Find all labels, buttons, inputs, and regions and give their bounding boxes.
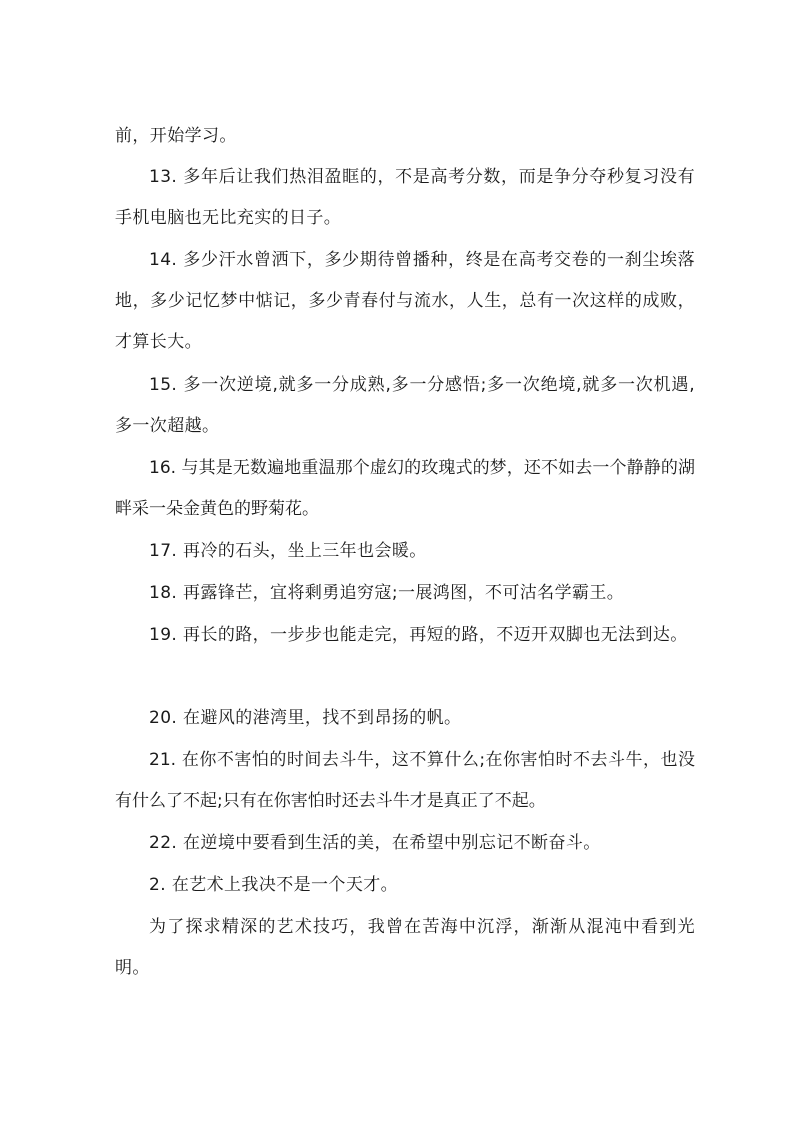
paragraph-15: 15. 多一次逆境,就多一分成熟,多一分感悟;多一次绝境,就多一次机遇,多一次超越。 bbox=[115, 375, 695, 436]
paragraph-19: 19. 再长的路，一步步也能走完，再短的路，不迈开双脚也无法到达。 bbox=[149, 625, 688, 645]
paragraph-14: 14. 多少汗水曾洒下，多少期待曾播种，终是在高考交卷的一刹尘埃落地，多少记忆梦中惦记，多少青春付与流水，人生，总有一次这样的成败，才算长大。 bbox=[115, 250, 695, 352]
section-heading-2: 2. 在艺术上我决不是一个天才。 bbox=[149, 875, 399, 895]
paragraph-21: 21. 在你不害怕的时间去斗牛，这不算什么;在你害怕时不去斗牛，也没有什么了不起;只有在你害怕时还去斗牛才是真正了不起。 bbox=[115, 750, 695, 811]
paragraph-16: 16. 与其是无数遍地重温那个虚幻的玫瑰式的梦，还不如去一个静静的湖畔采一朵金黄色的野菊花。 bbox=[115, 458, 695, 519]
paragraph-13: 13. 多年后让我们热泪盈眶的，不是高考分数，而是争分夺秒复习没有手机电脑也无比充实的日子。 bbox=[115, 167, 695, 228]
paragraph-22: 22. 在逆境中要看到生活的美，在希望中别忘记不断奋斗。 bbox=[149, 833, 601, 853]
paragraph-continuation: 前，开始学习。 bbox=[115, 126, 237, 146]
paragraph-20: 20. 在避风的港湾里，找不到昂扬的帆。 bbox=[149, 708, 462, 728]
paragraph-17: 17. 再冷的石头，坐上三年也会暖。 bbox=[149, 541, 427, 561]
paragraph-body: 为了探求精深的艺术技巧，我曾在苦海中沉浮，渐渐从混沌中看到光明。 bbox=[115, 917, 695, 978]
paragraph-18: 18. 再露锋芒，宜将剩勇追穷寇;一展鸿图，不可沽名学霸王。 bbox=[149, 583, 625, 603]
